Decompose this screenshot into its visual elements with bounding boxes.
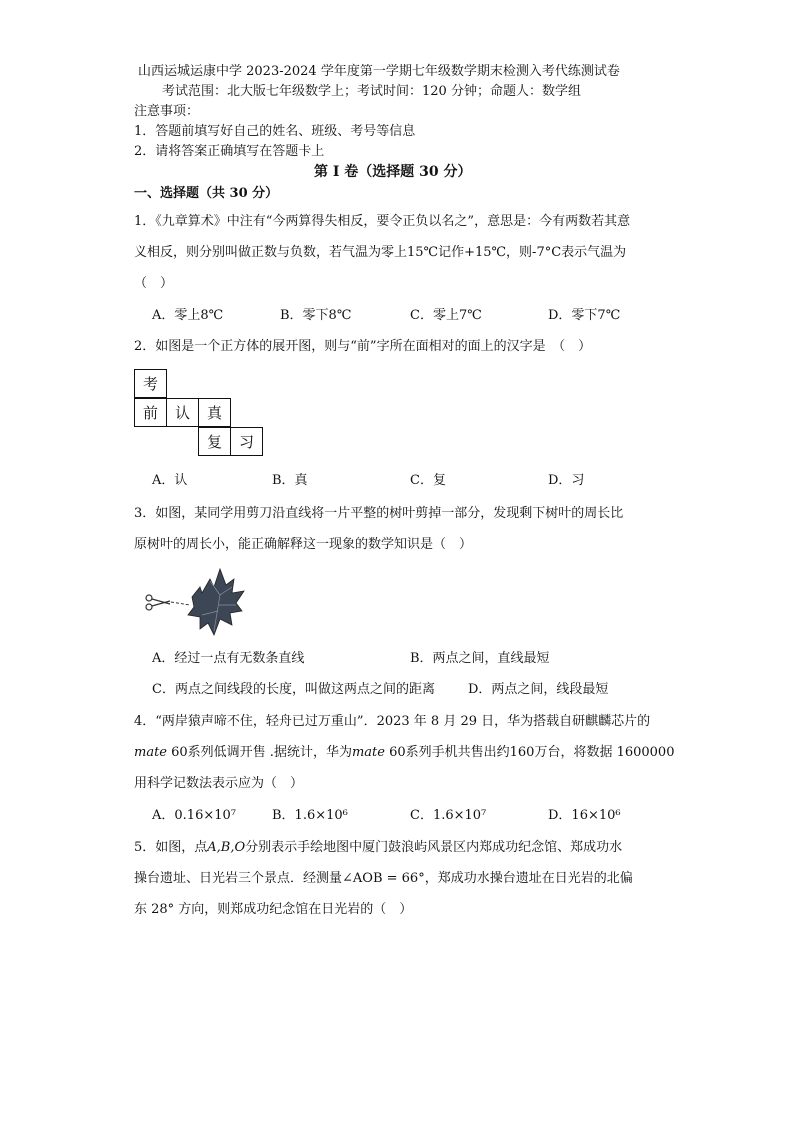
q4-option-b: B．1.6×10⁶ (272, 808, 348, 823)
leaf-cut-figure (140, 565, 250, 637)
exam-title: 山西运城运康中学 2023-2024 学年度第一学期七年级数学期末检测入考代练测试卷 (138, 64, 620, 79)
q4-mate-2: mate (351, 745, 385, 760)
q5-line-1-part-c: 分别表示手绘地图中厦门鼓浪屿风景区内郑成功纪念馆、郑成功水 (245, 840, 623, 855)
q1-option-a: A．零上8℃ (152, 308, 224, 323)
net-cell-xi: 习 (230, 427, 263, 456)
q1-line-1: 1．《九章算术》中注有“今两算得失相反，要令正负以名之”，意思是：今有两数若其意 (134, 214, 631, 229)
q1-line-3: （ ） (134, 276, 174, 291)
q4-line-3: 用科学记数法表示应为（ ） (134, 776, 304, 791)
net-cell-fu: 复 (198, 427, 231, 456)
q4-option-d: D．16×10⁶ (548, 808, 621, 823)
q4-line-2 (134, 745, 674, 761)
q4-line-2-part-d: 60系列手机共售出约160万台，将数据 1600000 (384, 745, 675, 760)
q1-option-c: C．零上7℃ (410, 308, 482, 323)
q2-option-c: C．复 (410, 473, 446, 488)
note-item-2: 2．请将答案正确填写在答题卡上 (134, 144, 325, 159)
notes-heading: 注意事项： (134, 104, 200, 119)
q3-option-c: C．两点之间线段的长度，叫做这两点之间的距离 (152, 682, 435, 697)
q4-line-1: 4．“两岸猿声啼不住，轻舟已过万重山”．2023 年 8 月 29 日，华为搭载自研麒麟芯片的 (134, 714, 651, 729)
q1-line-2: 义相反，则分别叫做正数与负数，若气温为零上15℃记作+15℃，则-7°C表示气温为 (134, 245, 627, 260)
q2-option-a: A．认 (152, 473, 188, 488)
q5-line-1-part-a: 5．如图，点 (134, 840, 208, 855)
q3-line-2: 原树叶的周长小，能正确解释这一现象的数学知识是（ ） (134, 537, 473, 552)
q3-line-1: 3．如图，某同学用剪刀沿直线将一片平整的树叶剪掉一部分，发现剩下树叶的周长比 (134, 506, 624, 521)
q1-option-b: B．零下8℃ (280, 308, 352, 323)
q5-line-3: 东 28° 方向，则郑成功纪念馆在日光岩的（ ） (134, 902, 413, 917)
section-title: 一、选择题（共 30 分） (134, 186, 279, 201)
q2-stem: 2．如图是一个正方体的展开图，则与“前”字所在面相对的面上的汉字是 （ ） (134, 339, 592, 354)
q1-option-d: D．零下7℃ (548, 308, 621, 323)
q5-points: A,B,O (207, 840, 246, 855)
q4-option-c: C．1.6×10⁷ (410, 808, 487, 823)
q5-line-1 (134, 840, 622, 856)
q4-line-2-part-b: 60系列低调开售 .据统计，华为 (167, 745, 352, 760)
exam-info: 考试范围：北大版七年级数学上；考试时间：120 分钟；命题人：数学组 (162, 84, 581, 99)
q4-mate-1: mate (134, 745, 167, 760)
q3-option-d: D．两点之间，线段最短 (468, 682, 609, 697)
q2-option-b: B．真 (272, 473, 308, 488)
net-cell-zhen: 真 (198, 398, 231, 427)
leaf-icon (188, 569, 244, 635)
q3-option-a: A．经过一点有无数条直线 (152, 651, 305, 666)
part-title: 第 I 卷（选择题 30 分） (314, 164, 472, 180)
net-cell-ren: 认 (166, 398, 199, 427)
q4-option-a: A．0.16×10⁷ (152, 808, 236, 823)
q2-option-d: D．习 (548, 473, 585, 488)
net-cell-kao: 考 (134, 369, 167, 398)
net-cell-qian: 前 (134, 398, 167, 427)
note-item-1: 1．答题前填写好自己的姓名、班级、考号等信息 (134, 124, 416, 139)
q5-line-2: 操台遗址、日光岩三个景点．经测量∠AOB = 66°，郑成功水操台遗址在日光岩的北偏 (134, 871, 633, 886)
q3-option-b: B．两点之间，直线最短 (410, 651, 550, 666)
scissors-icon (146, 595, 170, 610)
